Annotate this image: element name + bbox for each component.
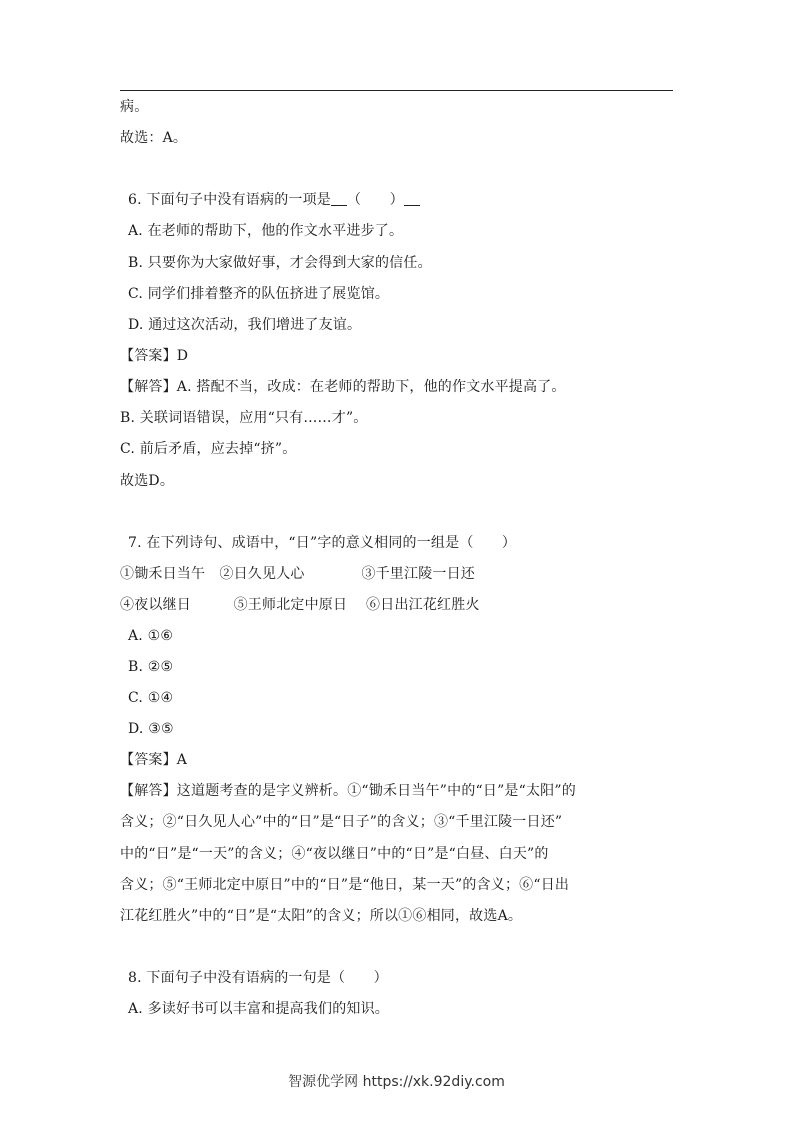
question-8-stem: 8. 下面句子中没有语病的一句是（ ） xyxy=(128,970,388,986)
option-line: D. 通过这次活动，我们增进了友谊。 xyxy=(128,317,362,333)
header-rule xyxy=(120,90,673,91)
answer-line: 【答案】A xyxy=(120,752,188,768)
explanation-line: 中的“日”是“一天”的含义；④“夜以继日”中的“日”是“白昼、白天”的 xyxy=(120,846,549,862)
question-stem-text: 6. 下面句子中没有语病的一项是 xyxy=(128,192,332,208)
question-7-stem: 7. 在下列诗句、成语中，“日”字的意义相同的一组是（ ） xyxy=(128,535,517,551)
explanation-line: C. 前后矛盾，应去掉“挤”。 xyxy=(120,441,297,457)
answer-blank xyxy=(404,192,420,206)
explanation-line: 含义；②“日久见人心”中的“日”是“日子”的含义；③“千里江陵一日还” xyxy=(120,814,563,830)
answer-line: 【答案】D xyxy=(120,348,189,364)
question-paren: （ ） xyxy=(347,192,404,208)
option-line: C. 同学们排着整齐的队伍挤进了展览馆。 xyxy=(128,286,390,302)
option-line: C. ①④ xyxy=(128,690,174,706)
option-line: A. ①⑥ xyxy=(128,628,174,644)
explanation-line: 江花红胜火”中的“日”是“太阳”的含义；所以①⑥相同，故选A。 xyxy=(120,908,523,924)
item-line: ④夜以继日 ⑤王师北定中原日 ⑥日出江花红胜火 xyxy=(120,597,480,613)
explanation-line: 故选D。 xyxy=(120,473,175,489)
option-line: B. 只要你为大家做好事，才会得到大家的信任。 xyxy=(128,255,432,271)
option-line: B. ②⑤ xyxy=(128,659,174,675)
text-line: 病。 xyxy=(120,99,149,115)
answer-blank xyxy=(331,192,347,206)
explanation-line: 【解答】A. 搭配不当，改成：在老师的帮助下，他的作文水平提高了。 xyxy=(120,379,566,395)
question-6-stem xyxy=(128,191,420,209)
item-line: ①锄禾日当午 ②日久见人心 ③千里江陵一日还 xyxy=(120,566,475,582)
option-line: A. 在老师的帮助下，他的作文水平进步了。 xyxy=(128,223,404,239)
explanation-line: B. 关联词语错误，应用“只有……才”。 xyxy=(120,410,368,426)
option-line: A. 多读好书可以丰富和提高我们的知识。 xyxy=(128,1001,390,1017)
text-line: 故选：A。 xyxy=(120,130,188,146)
footer-watermark: 智源优学网 https://xk.92diy.com xyxy=(288,1074,505,1090)
option-line: D. ③⑤ xyxy=(128,721,174,737)
explanation-line: 【解答】这道题考查的是字义辨析。①“锄禾日当午”中的“日”是“太阳”的 xyxy=(120,783,576,799)
explanation-line: 含义；⑤“王师北定中原日”中的“日”是“他日，某一天”的含义；⑥“日出 xyxy=(120,877,570,893)
